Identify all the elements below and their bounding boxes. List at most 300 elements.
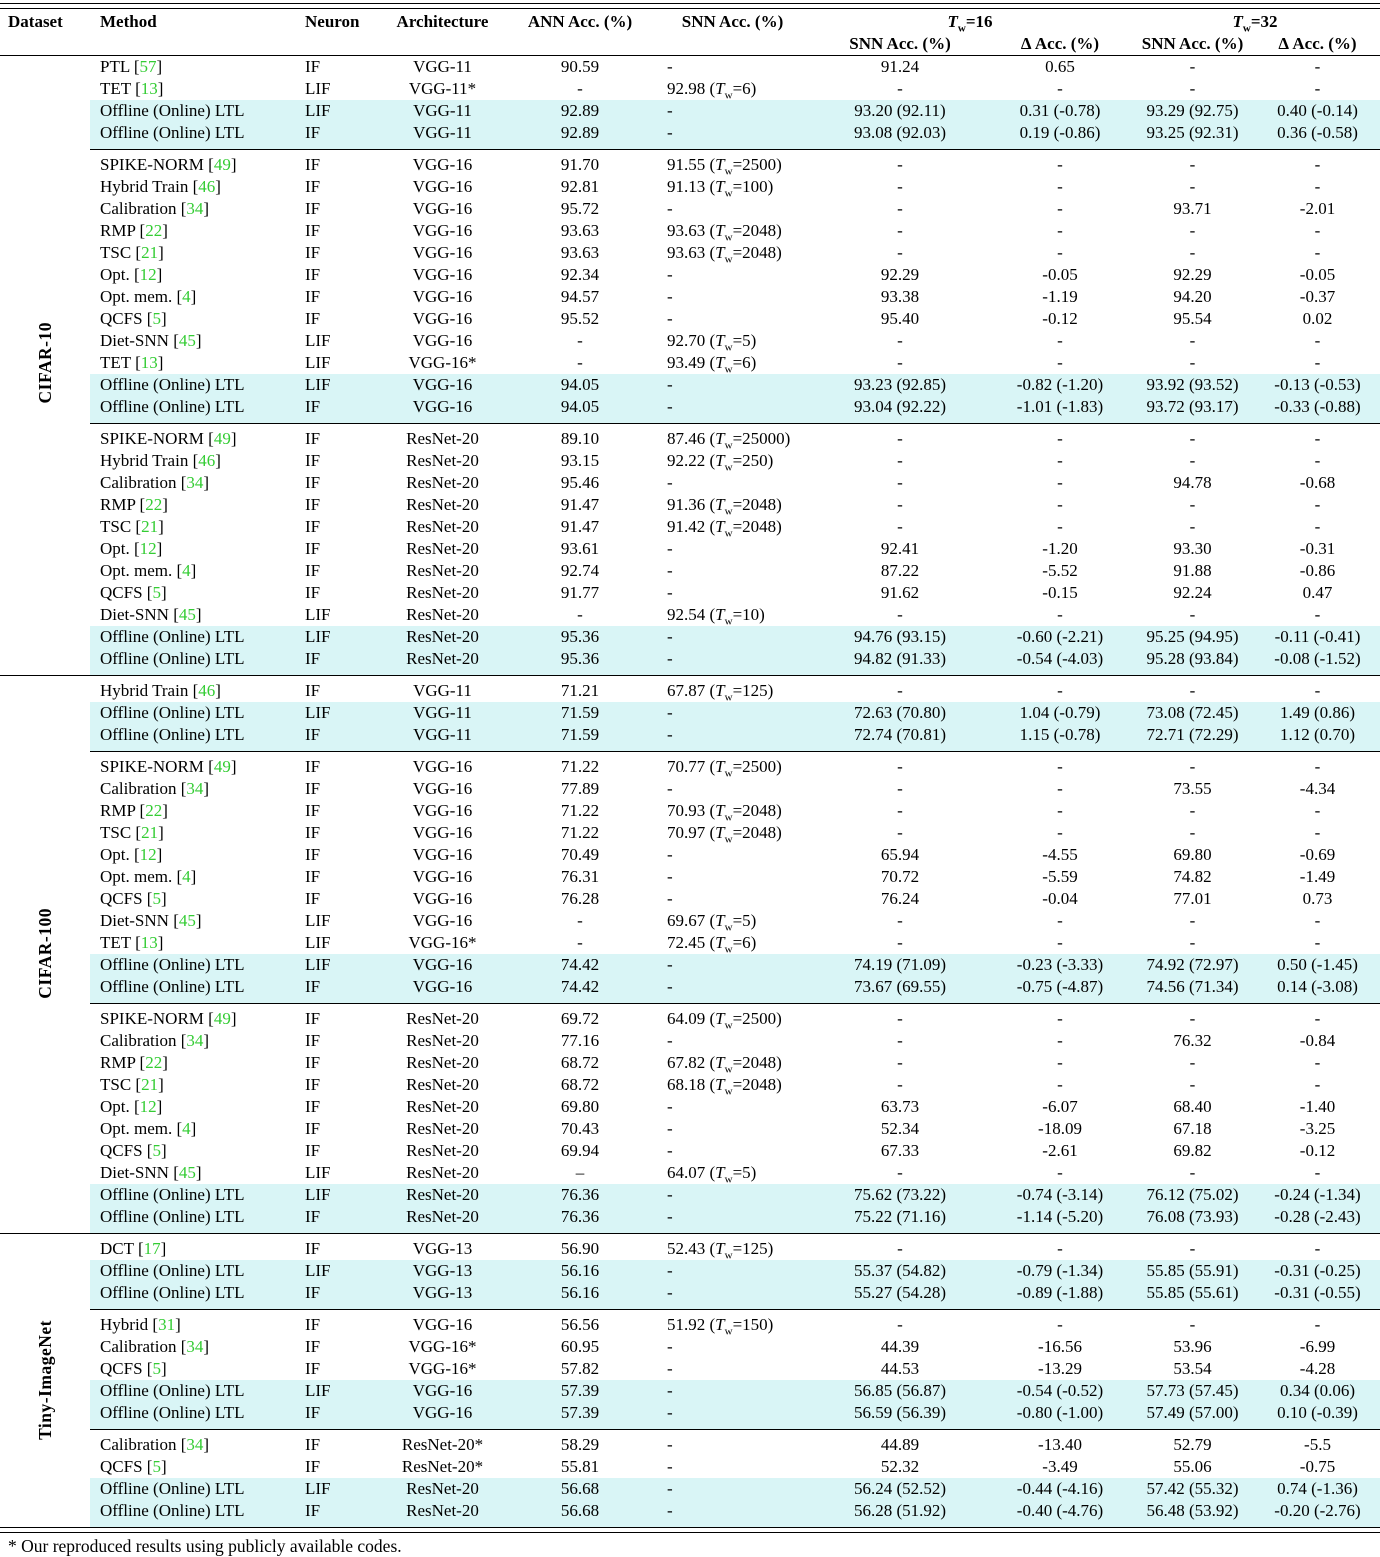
cell-ann-acc: 95.36: [505, 648, 655, 676]
table-header: [0, 9, 1380, 56]
cell-tw32-delta: -0.20 (-2.76): [1255, 1500, 1380, 1527]
cell-tw16-snn: 75.22 (71.16): [810, 1206, 990, 1234]
cell-tw16-snn: 52.32: [880, 1457, 920, 1476]
citation-number: 49: [213, 155, 231, 174]
cell-tw16-snn: -: [897, 331, 903, 350]
cell-tw16-snn: -: [810, 424, 990, 451]
cell-tw16-delta: -: [1057, 473, 1063, 492]
cell-method: Offline (Online) LTL: [90, 976, 295, 1004]
cell-method: Calibration [34]: [100, 1337, 210, 1356]
cell-architecture: ResNet-20*: [380, 1430, 505, 1457]
cell-method: TET [13]: [100, 353, 164, 372]
cell-tw16-delta: -0.40 (-4.76): [990, 1500, 1130, 1527]
table-row: [0, 352, 1380, 374]
cell-tw32-delta: -1.49: [1299, 867, 1336, 886]
cell-tw32-snn: 76.32: [1173, 1031, 1212, 1050]
cell-neuron: LIF: [305, 911, 331, 930]
cell-tw16-delta: -: [990, 752, 1130, 779]
cell-architecture: VGG-16*: [408, 1359, 477, 1378]
cell-tw32-snn: -: [1130, 752, 1255, 779]
cell-tw32-delta: 0.02: [1302, 309, 1333, 328]
cell-method: SPIKE-NORM [49]: [90, 1004, 295, 1031]
cell-tw16-snn: 65.94: [880, 845, 920, 864]
cell-tw32-delta: -: [1314, 79, 1321, 98]
citation-number: 57: [139, 57, 157, 76]
cell-architecture: ResNet-20: [406, 605, 479, 624]
cell-ann-acc: -: [577, 911, 583, 930]
cell-snn-acc: 87.46 $(T_w=25000)$: [655, 424, 810, 451]
cell-method: Offline (Online) LTL: [90, 724, 295, 752]
cell-snn-acc: 91.13 $(T_w=100)$: [667, 177, 774, 198]
cell-method: Calibration [34]: [100, 779, 210, 798]
cell-architecture: ResNet-20: [406, 1097, 479, 1116]
cell-method: Offline (Online) LTL: [90, 648, 295, 676]
cell-method: Opt. [12]: [100, 539, 163, 558]
cell-tw32-delta: -: [1255, 752, 1380, 779]
cell-snn-acc: -: [655, 122, 810, 150]
cell-tw16-snn: 91.62: [880, 583, 920, 602]
cell-tw32-snn: 94.20: [1173, 287, 1212, 306]
citation-number: 46: [198, 451, 216, 470]
cell-tw32-snn: 74.92 (72.97): [1130, 954, 1255, 976]
cell-ann-acc: 56.68: [505, 1478, 655, 1500]
cell-method: Offline (Online) LTL: [90, 1500, 295, 1527]
cell-tw16-delta: -: [1057, 243, 1063, 262]
col-header-neuron: Neuron: [295, 9, 380, 56]
cell-neuron: IF: [305, 517, 321, 536]
table-row: [0, 1478, 1380, 1500]
cell-snn-acc: -: [667, 1457, 673, 1476]
cell-tw32-snn: 53.96: [1173, 1337, 1212, 1356]
cell-method: Diet-SNN [45]: [100, 605, 202, 624]
cell-method: RMP [22]: [100, 495, 168, 514]
table-row: [0, 1430, 1380, 1457]
cell-method: Offline (Online) LTL: [90, 1184, 295, 1206]
cell-tw16-snn: 72.74 (70.81): [810, 724, 990, 752]
cell-tw32-snn: -: [1189, 517, 1196, 536]
footnote: * Our reproduced results using publicly available codes.: [8, 1536, 402, 1556]
cell-neuron: IF: [295, 752, 380, 779]
cell-tw16-snn: -: [897, 79, 903, 98]
cell-tw32-delta: 0.36 (-0.58): [1255, 122, 1380, 150]
cell-method: Calibration [34]: [100, 199, 210, 218]
cell-tw32-snn: -: [1189, 79, 1196, 98]
cell-tw32-snn: 73.08 (72.45): [1130, 702, 1255, 724]
cell-tw16-delta: -: [1057, 1053, 1063, 1072]
cell-ann-acc: 92.89: [505, 122, 655, 150]
col-header-ann-acc: ANN Acc. (%): [505, 9, 655, 56]
cell-tw16-snn: 67.33: [880, 1141, 920, 1160]
cell-tw16-snn: 63.73: [880, 1097, 920, 1116]
cell-ann-acc: 57.82: [560, 1359, 600, 1378]
dataset-label-cell: [0, 676, 90, 1234]
cell-tw32-snn: 57.49 (57.00): [1130, 1402, 1255, 1430]
cell-ann-acc: 58.29: [505, 1430, 655, 1457]
cell-neuron: LIF: [295, 1478, 380, 1500]
cell-architecture: VGG-13: [380, 1260, 505, 1282]
cell-tw16-snn: 75.62 (73.22): [810, 1184, 990, 1206]
citation-number: 21: [141, 1075, 159, 1094]
table-row: [0, 450, 1380, 472]
cell-snn-acc: -: [667, 1031, 673, 1050]
cell-architecture: VGG-16: [412, 331, 473, 350]
table-row: [0, 954, 1380, 976]
cell-tw32-snn: 93.72 (93.17): [1130, 396, 1255, 424]
cell-snn-acc: 67.82 $(T_w=2048)$: [667, 1053, 782, 1074]
cell-method: TET [13]: [100, 933, 164, 952]
cell-tw32-snn: 95.28 (93.84): [1130, 648, 1255, 676]
cell-snn-acc: 93.49 $(T_w=6)$: [667, 353, 757, 374]
cell-architecture: ResNet-20: [406, 517, 479, 536]
cell-neuron: LIF: [305, 353, 331, 372]
citation-number: 17: [143, 1239, 161, 1258]
cell-ann-acc: 76.28: [560, 889, 600, 908]
cell-tw32-snn: -: [1130, 1234, 1255, 1261]
cell-method: TSC [21]: [100, 243, 164, 262]
table-row: [0, 888, 1380, 910]
citation-number: 31: [158, 1315, 176, 1334]
citation-number: 45: [178, 605, 196, 624]
cell-tw16-delta: -: [990, 150, 1130, 177]
cell-ann-acc: 71.22: [560, 801, 600, 820]
cell-tw32-snn: 76.08 (73.93): [1130, 1206, 1255, 1234]
cell-neuron: LIF: [305, 605, 331, 624]
col-header-tw16-delta: Δ Acc. (%): [990, 33, 1130, 56]
cell-architecture: ResNet-20: [406, 1119, 479, 1138]
cell-tw16-snn: -: [897, 495, 903, 514]
cell-architecture: ResNet-20: [380, 1500, 505, 1527]
cell-snn-acc: -: [667, 309, 673, 328]
table-row: [0, 822, 1380, 844]
cell-tw16-delta: -: [990, 676, 1130, 703]
cell-tw32-delta: -: [1314, 517, 1321, 536]
cell-tw16-delta: -5.59: [1042, 867, 1078, 886]
cell-snn-acc: -: [667, 473, 673, 492]
cell-method: TSC [21]: [100, 1075, 164, 1094]
cell-architecture: VGG-16: [380, 954, 505, 976]
cell-tw32-delta: -0.11 (-0.41): [1255, 626, 1380, 648]
cell-ann-acc: 95.46: [560, 473, 600, 492]
cell-architecture: VGG-16: [412, 845, 473, 864]
cell-snn-acc: 93.63 $(T_w=2048)$: [667, 221, 782, 242]
cell-method: RMP [22]: [100, 1053, 168, 1072]
cell-tw32-delta: -: [1314, 495, 1321, 514]
cell-tw16-delta: -13.29: [1038, 1359, 1082, 1378]
cell-neuron: IF: [295, 1310, 380, 1337]
cell-architecture: VGG-16: [380, 396, 505, 424]
cell-tw32-delta: 0.14 (-3.08): [1255, 976, 1380, 1004]
cell-snn-acc: -: [655, 1206, 810, 1234]
cell-neuron: IF: [305, 57, 321, 76]
table-row: [0, 1052, 1380, 1074]
cell-architecture: VGG-13: [380, 1282, 505, 1310]
cell-ann-acc: 94.57: [560, 287, 600, 306]
cell-tw16-snn: -: [897, 473, 903, 492]
cell-method: TSC [21]: [100, 823, 164, 842]
cell-neuron: IF: [295, 724, 380, 752]
cell-snn-acc: 92.70 $(T_w=5)$: [667, 331, 757, 352]
col-header-dataset: Dataset: [0, 9, 90, 56]
cell-neuron: IF: [305, 309, 321, 328]
cell-neuron: IF: [295, 1430, 380, 1457]
cell-tw32-snn: 92.29: [1173, 265, 1212, 284]
cell-tw16-delta: -: [990, 1234, 1130, 1261]
cell-method: RMP [22]: [100, 221, 168, 240]
cell-tw32-snn: 69.80: [1173, 845, 1212, 864]
cell-snn-acc: 91.55 $(T_w=2500)$: [655, 150, 810, 177]
table-row: [0, 538, 1380, 560]
cell-neuron: IF: [295, 1500, 380, 1527]
cell-tw16-snn: 55.37 (54.82): [810, 1260, 990, 1282]
cell-tw16-delta: -0.04: [1042, 889, 1078, 908]
citation-number: 22: [145, 495, 163, 514]
table-row: [0, 1030, 1380, 1052]
cell-tw32-delta: -: [1255, 150, 1380, 177]
cell-neuron: IF: [305, 1337, 321, 1356]
cell-architecture: VGG-16: [412, 779, 473, 798]
cell-snn-acc: -: [667, 57, 673, 76]
cell-tw32-delta: -0.84: [1299, 1031, 1336, 1050]
cell-neuron: LIF: [295, 374, 380, 396]
cell-architecture: VGG-16*: [408, 353, 477, 372]
citation-number: 49: [213, 1009, 231, 1028]
cell-neuron: LIF: [295, 1260, 380, 1282]
cell-neuron: IF: [305, 845, 321, 864]
dataset-label-cell: [0, 1234, 90, 1528]
cell-snn-acc: 70.93 $(T_w=2048)$: [667, 801, 782, 822]
cell-architecture: ResNet-20: [406, 451, 479, 470]
citation-number: 49: [213, 429, 231, 448]
cell-tw32-snn: -: [1189, 823, 1196, 842]
cell-tw16-delta: -0.54 (-4.03): [990, 648, 1130, 676]
cell-tw16-delta: -: [1057, 605, 1063, 624]
cell-tw16-snn: 56.24 (52.52): [810, 1478, 990, 1500]
citation-number: 22: [145, 221, 163, 240]
cell-snn-acc: -: [655, 702, 810, 724]
cell-architecture: ResNet-20: [406, 1141, 479, 1160]
cell-tw16-snn: -: [810, 1310, 990, 1337]
cell-tw32-snn: 55.06: [1173, 1457, 1212, 1476]
cell-ann-acc: 93.63: [560, 243, 600, 262]
cell-tw32-snn: 55.85 (55.61): [1130, 1282, 1255, 1310]
cell-ann-acc: 56.16: [505, 1260, 655, 1282]
cell-neuron: IF: [295, 648, 380, 676]
cell-snn-acc: 64.09 $(T_w=2500)$: [655, 1004, 810, 1031]
cell-tw16-delta: -16.56: [1038, 1337, 1082, 1356]
cell-tw32-delta: -4.34: [1299, 779, 1336, 798]
cell-architecture: VGG-16: [412, 823, 473, 842]
cell-neuron: IF: [305, 583, 321, 602]
cell-neuron: IF: [295, 150, 380, 177]
cell-tw32-delta: -: [1314, 331, 1321, 350]
cell-tw32-snn: 74.82: [1173, 867, 1212, 886]
cell-ann-acc: 93.63: [560, 221, 600, 240]
cell-tw32-snn: -: [1189, 57, 1196, 76]
cell-snn-acc: 92.22 $(T_w=250)$: [667, 451, 774, 472]
cell-tw32-delta: -: [1314, 221, 1321, 240]
cell-method: QCFS [5]: [100, 889, 167, 908]
table-row: [0, 1310, 1380, 1337]
citation-number: 34: [186, 1337, 204, 1356]
cell-tw32-snn: -: [1189, 451, 1196, 470]
citation-number: 45: [178, 331, 196, 350]
cell-neuron: IF: [305, 801, 321, 820]
cell-tw32-delta: 0.40 (-0.14): [1255, 100, 1380, 122]
cell-tw16-snn: -: [897, 353, 903, 372]
cell-method: TSC [21]: [100, 517, 164, 536]
cell-tw16-snn: 74.19 (71.09): [810, 954, 990, 976]
table-row: [0, 560, 1380, 582]
cell-snn-acc: -: [655, 100, 810, 122]
cell-neuron: IF: [305, 1119, 321, 1138]
col-header-tw32-snn: SNN Acc. (%): [1130, 33, 1255, 56]
cell-tw16-snn: 92.41: [880, 539, 920, 558]
cell-architecture: ResNet-20: [406, 1163, 479, 1182]
table-row: [0, 1260, 1380, 1282]
cell-snn-acc: -: [667, 539, 673, 558]
cell-tw16-snn: 52.34: [880, 1119, 920, 1138]
cell-tw16-delta: -13.40: [990, 1430, 1130, 1457]
cell-tw32-delta: -: [1314, 1075, 1321, 1094]
cell-snn-acc: -: [655, 1380, 810, 1402]
cell-tw16-delta: -18.09: [1038, 1119, 1082, 1138]
cell-tw16-delta: -: [1057, 495, 1063, 514]
cell-method: Offline (Online) LTL: [90, 626, 295, 648]
cell-ann-acc: 56.56: [505, 1310, 655, 1337]
cell-ann-acc: 92.34: [560, 265, 600, 284]
cell-tw32-delta: -0.28 (-2.43): [1255, 1206, 1380, 1234]
cell-snn-acc: 52.43 $(T_w=125)$: [655, 1234, 810, 1261]
col-header-architecture: Architecture: [380, 9, 505, 56]
table-row: [0, 220, 1380, 242]
cell-tw32-delta: -: [1255, 1004, 1380, 1031]
table-row: [0, 844, 1380, 866]
cell-snn-acc: 93.63 $(T_w=2048)$: [667, 243, 782, 264]
cell-method: Offline (Online) LTL: [90, 122, 295, 150]
citation-number: 34: [186, 199, 204, 218]
cell-tw32-snn: 91.88: [1173, 561, 1212, 580]
cell-snn-acc: -: [655, 1282, 810, 1310]
cell-architecture: ResNet-20: [406, 539, 479, 558]
cell-snn-acc: -: [667, 1337, 673, 1356]
cell-ann-acc: 90.59: [560, 57, 600, 76]
cell-tw16-delta: -4.55: [1042, 845, 1078, 864]
cell-tw32-delta: -: [1314, 177, 1321, 196]
cell-tw16-snn: 94.76 (93.15): [810, 626, 990, 648]
cell-snn-acc: -: [667, 779, 673, 798]
cell-neuron: IF: [305, 221, 321, 240]
table-row: [0, 604, 1380, 626]
cell-ann-acc: 71.21: [505, 676, 655, 703]
cell-tw16-snn: 44.53: [880, 1359, 920, 1378]
cell-tw32-delta: -0.37: [1299, 287, 1336, 306]
cell-tw16-delta: -0.15: [1042, 583, 1078, 602]
cell-architecture: VGG-16: [380, 752, 505, 779]
table-row: [0, 516, 1380, 538]
citation-number: 5: [152, 889, 161, 908]
cell-neuron: LIF: [305, 79, 331, 98]
cell-tw16-delta: -3.49: [1042, 1457, 1078, 1476]
cell-architecture: VGG-11*: [408, 79, 477, 98]
cell-method: Offline (Online) LTL: [90, 100, 295, 122]
cell-tw16-delta: 0.31 (-0.78): [990, 100, 1130, 122]
cell-method: DCT [17]: [90, 1234, 295, 1261]
cell-tw16-delta: -: [1057, 353, 1063, 372]
cell-tw32-snn: 76.12 (75.02): [1130, 1184, 1255, 1206]
table-row: [0, 150, 1380, 177]
cell-tw32-delta: 0.73: [1302, 889, 1333, 908]
cell-ann-acc: 55.81: [560, 1457, 600, 1476]
cell-tw16-snn: 95.40: [880, 309, 920, 328]
cell-method: Calibration [34]: [90, 1430, 295, 1457]
cell-snn-acc: -: [655, 1260, 810, 1282]
table-row: [0, 1074, 1380, 1096]
cell-ann-acc: 92.74: [560, 561, 600, 580]
cell-neuron: IF: [305, 779, 321, 798]
cell-tw16-snn: 87.22: [880, 561, 920, 580]
cell-tw32-snn: -: [1189, 243, 1196, 262]
cell-snn-acc: 68.18 $(T_w=2048)$: [667, 1075, 782, 1096]
table-row: [0, 932, 1380, 954]
cell-neuron: IF: [305, 243, 321, 262]
cell-tw16-delta: -0.54 (-0.52): [990, 1380, 1130, 1402]
cell-method: TET [13]: [100, 79, 164, 98]
cell-tw32-delta: 1.49 (0.86): [1255, 702, 1380, 724]
cell-snn-acc: -: [667, 867, 673, 886]
cell-method: QCFS [5]: [100, 1141, 167, 1160]
cell-method: Diet-SNN [45]: [100, 1163, 202, 1182]
cell-tw32-delta: -6.99: [1299, 1337, 1336, 1356]
cell-neuron: IF: [295, 424, 380, 451]
cell-snn-acc: -: [655, 396, 810, 424]
cell-architecture: VGG-16: [380, 1402, 505, 1430]
cell-architecture: ResNet-20: [380, 1206, 505, 1234]
cell-method: Opt. mem. [4]: [100, 867, 197, 886]
cell-tw32-delta: -3.25: [1299, 1119, 1336, 1138]
citation-number: 34: [186, 1435, 204, 1454]
cell-method: QCFS [5]: [100, 1457, 167, 1476]
cell-neuron: IF: [305, 265, 321, 284]
table-row: [0, 308, 1380, 330]
cell-method: Offline (Online) LTL: [90, 954, 295, 976]
cell-tw32-snn: 77.01: [1173, 889, 1212, 908]
cell-neuron: IF: [305, 1031, 321, 1050]
dataset-label: Tiny-ImageNet: [35, 1319, 55, 1440]
table-row: [0, 1004, 1380, 1031]
cell-ann-acc: 92.89: [505, 100, 655, 122]
cell-tw16-delta: -0.60 (-2.21): [990, 626, 1130, 648]
cell-neuron: IF: [305, 287, 321, 306]
cell-tw16-snn: -: [897, 801, 903, 820]
citation-number: 13: [140, 353, 158, 372]
cell-snn-acc: 69.67 $(T_w=5)$: [667, 911, 757, 932]
cell-tw32-snn: -: [1189, 911, 1196, 930]
cell-tw16-delta: -0.79 (-1.34): [990, 1260, 1130, 1282]
cell-method: Offline (Online) LTL: [90, 374, 295, 396]
table-row: [0, 1282, 1380, 1310]
cell-tw16-snn: 93.23 (92.85): [810, 374, 990, 396]
cell-snn-acc: -: [667, 845, 673, 864]
cell-snn-acc: 72.45 $(T_w=6)$: [667, 933, 757, 954]
cell-tw16-delta: -: [990, 1004, 1130, 1031]
cell-tw16-snn: -: [897, 779, 903, 798]
cell-ann-acc: 60.95: [560, 1337, 600, 1356]
cell-tw16-delta: -: [1057, 1163, 1063, 1182]
cell-tw16-snn: 56.28 (51.92): [810, 1500, 990, 1527]
cell-neuron: IF: [295, 976, 380, 1004]
cell-tw16-snn: -: [897, 1053, 903, 1072]
cell-tw32-snn: -: [1130, 1310, 1255, 1337]
